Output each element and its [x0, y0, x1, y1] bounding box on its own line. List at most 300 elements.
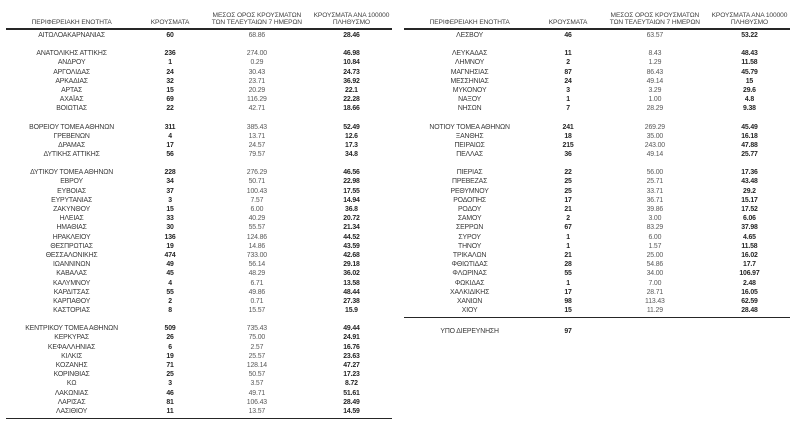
cases-per-100k-cell: 15.9	[345, 307, 358, 315]
cases-cell: 19	[166, 242, 174, 250]
table-row	[6, 214, 392, 223]
col-header-per100k-line1: ΚΡΟΥΣΜΑΤΑ ΑΝΑ 100000	[313, 11, 390, 19]
table-row	[6, 205, 392, 214]
row-group	[404, 31, 790, 40]
cases-per-100k-cell: 36.92	[343, 77, 360, 85]
region-name-cell: ΚΑΣΤΟΡΙΑΣ	[53, 307, 91, 315]
cases-per-100k-cell: 11.58	[741, 242, 758, 250]
cases-per-100k-cell: 17.52	[741, 206, 758, 213]
table-row	[404, 58, 790, 67]
region-name-cell: ΧΙΟΥ	[461, 307, 478, 315]
region-name-cell: ΕΥΡΥΤΑΝΙΑΣ	[51, 196, 93, 204]
row-group	[6, 324, 392, 416]
row-group	[6, 123, 392, 160]
cases-per-100k-cell: 36.8	[345, 206, 358, 213]
region-name-cell: ΑΙΤΩΛΟΑΚΑΡΝΑΝΙΑΣ	[38, 32, 105, 39]
region-name-cell: ΔΥΤΙΚΟΥ ΤΟΜΕΑ ΑΘΗΝΩΝ	[30, 169, 114, 177]
cases-per-100k-cell: 46.56	[343, 169, 360, 177]
row-group	[6, 31, 392, 40]
region-name-cell: ΚΑΡΔΙΤΣΑΣ	[53, 288, 90, 296]
cases-cell: 60	[166, 32, 174, 39]
table-row	[6, 223, 392, 232]
cases-per-100k-cell: 16.02	[741, 251, 758, 259]
table-row	[6, 68, 392, 77]
cases-per-100k-cell: 28.46	[343, 32, 360, 39]
table-footer	[404, 327, 790, 336]
table-row	[6, 251, 392, 260]
table-row	[404, 288, 790, 297]
region-name-cell: ΜΥΚΟΝΟΥ	[452, 86, 487, 94]
table-row	[6, 187, 392, 196]
cases-per-100k-cell: 29.2	[743, 187, 756, 195]
table-row	[404, 68, 790, 77]
cases-cell: 1	[168, 59, 172, 67]
col-header-per100k-line2: ΠΛΗΘΥΣΜΟ	[730, 19, 769, 27]
table-row	[6, 379, 392, 388]
cases-per-100k-cell: 49.44	[343, 325, 360, 333]
cases-per-100k-cell: 6.06	[743, 215, 756, 223]
table-row	[6, 233, 392, 242]
cases-per-100k-cell: 46.98	[343, 50, 360, 58]
table-row	[6, 150, 392, 159]
table-row	[404, 242, 790, 251]
avg-7day-cell: 79.57	[248, 151, 266, 159]
col-header-cases: ΚΡΟΥΣΜΑΤΑ	[150, 19, 190, 27]
table-row	[6, 297, 392, 306]
table-row	[6, 58, 392, 67]
cases-per-100k-cell: 47.88	[741, 141, 758, 149]
region-name-cell: ΚΙΛΚΙΣ	[61, 352, 83, 360]
row-group	[404, 327, 790, 336]
col-header-cases: ΚΡΟΥΣΜΑΤΑ	[548, 19, 588, 27]
avg-7day-cell: 8.43	[648, 50, 662, 58]
cases-cell: 45	[166, 270, 174, 278]
avg-7day-cell: 274.00	[246, 50, 267, 58]
cases-per-100k-cell: 16.76	[343, 343, 360, 351]
cases-cell: 18	[564, 132, 572, 140]
cases-cell: 228	[164, 169, 176, 177]
region-name-cell: ΛΑΚΩΝΙΑΣ	[54, 389, 89, 397]
region-name-cell: ΛΑΣΙΘΙΟΥ	[56, 407, 88, 415]
table-row	[404, 150, 790, 159]
avg-7day-cell: 20.29	[248, 86, 266, 94]
region-name-cell: ΣΥΡΟΥ	[458, 233, 481, 241]
region-name-cell: ΡΕΘΥΜΝΟΥ	[450, 187, 489, 195]
cases-per-100k-cell: 29.6	[743, 86, 756, 94]
region-name-cell: ΑΡΓΟΛΙΔΑΣ	[53, 68, 91, 76]
cases-cell: 15	[166, 206, 174, 213]
region-name-cell: ΚΩ	[66, 380, 77, 388]
cases-per-100k-cell: 2.48	[743, 279, 756, 287]
cases-cell: 25	[564, 178, 572, 186]
region-name-cell: ΣΑΜΟΥ	[457, 215, 482, 223]
avg-7day-cell: 735.43	[246, 325, 267, 333]
table-row	[6, 407, 392, 416]
avg-7day-cell: 6.00	[250, 206, 264, 213]
region-name-cell: ΛΑΡΙΣΑΣ	[57, 398, 86, 406]
cases-per-100k-cell: 17.55	[343, 187, 360, 195]
cases-cell: 3	[168, 196, 172, 204]
table-row	[404, 223, 790, 232]
avg-7day-cell: 6.00	[648, 233, 662, 241]
col-header-per100k-line1: ΚΡΟΥΣΜΑΤΑ ΑΝΑ 100000	[711, 11, 788, 19]
region-name-cell: ΘΕΣΠΡΩΤΙΑΣ	[50, 242, 93, 250]
avg-7day-cell: 1.00	[648, 96, 662, 104]
table-row	[404, 279, 790, 288]
cases-per-100k-cell: 53.22	[741, 32, 758, 39]
region-name-cell: ΠΕΛΛΑΣ	[456, 151, 483, 159]
region-name-cell: ΝΗΣΩΝ	[457, 105, 482, 113]
avg-7day-cell: 56.00	[646, 169, 664, 177]
cases-per-100k-cell: 14.94	[343, 196, 360, 204]
cases-cell: 19	[166, 352, 174, 360]
avg-7day-cell: 13.71	[248, 132, 266, 140]
avg-7day-cell: 55.57	[248, 224, 266, 232]
cases-cell: 1	[566, 233, 570, 241]
table-row	[404, 233, 790, 242]
row-group	[6, 168, 392, 315]
col-header-avg7-line2: ΤΩΝ ΤΕΛΕΥΤΑΙΩΝ 7 ΗΜΕΡΩΝ	[609, 19, 700, 27]
cases-cell: 509	[164, 325, 176, 333]
cases-per-100k-cell: 14.59	[343, 407, 360, 415]
avg-7day-cell: 13.57	[248, 407, 266, 415]
table-row	[6, 279, 392, 288]
table-row	[6, 177, 392, 186]
cases-cell: 55	[564, 270, 572, 278]
table-row	[6, 49, 392, 58]
cases-per-100k-cell: 51.61	[343, 389, 360, 397]
table-row	[404, 132, 790, 141]
cases-cell: 71	[166, 362, 174, 369]
cases-cell: 25	[564, 187, 572, 195]
row-group	[404, 123, 790, 160]
table-row	[6, 86, 392, 95]
table-row	[6, 361, 392, 370]
avg-7day-cell: 0.71	[250, 297, 264, 305]
table-row	[6, 269, 392, 278]
region-name-cell: ΧΑΝΙΩΝ	[456, 297, 483, 305]
region-name-cell: ΡΟΔΟΥ	[457, 206, 482, 213]
avg-7day-cell: 14.86	[248, 242, 266, 250]
cases-per-100k-cell: 22.98	[343, 178, 360, 186]
region-name-cell: ΛΕΣΒΟΥ	[456, 32, 484, 39]
regional-cases-table-left	[6, 4, 392, 419]
region-name-cell: ΦΩΚΙΔΑΣ	[454, 279, 485, 287]
cases-per-100k-cell: 36.02	[343, 270, 360, 278]
cases-cell: 6	[168, 343, 172, 351]
table-row	[6, 306, 392, 315]
avg-7day-cell: 733.00	[246, 251, 267, 259]
cases-per-100k-cell: 17.3	[345, 141, 358, 149]
cases-cell: 24	[564, 77, 572, 85]
table-row	[6, 168, 392, 177]
avg-7day-cell: 54.86	[646, 261, 664, 269]
avg-7day-cell: 63.57	[646, 32, 664, 39]
cases-per-100k-cell: 16.05	[741, 288, 758, 296]
region-name-cell: ΥΠΟ ΔΙΕΡΕΥΝΗΣΗ	[440, 328, 499, 336]
avg-7day-cell: 25.00	[646, 251, 664, 259]
table-header	[6, 4, 392, 30]
region-name-cell: ΛΕΥΚΑΔΑΣ	[451, 50, 488, 58]
cases-per-100k-cell: 28.49	[343, 398, 360, 406]
cases-per-100k-cell: 52.49	[343, 123, 360, 131]
region-name-cell: ΧΑΛΚΙΔΙΚΗΣ	[450, 288, 490, 296]
region-name-cell: ΜΕΣΣΗΝΙΑΣ	[450, 77, 489, 85]
cases-per-100k-cell: 16.18	[741, 132, 758, 140]
region-name-cell: ΚΟΖΑΝΗΣ	[55, 362, 88, 369]
cases-per-100k-cell: 28.48	[741, 307, 758, 315]
cases-cell: 1	[566, 242, 570, 250]
avg-7day-cell: 100.43	[246, 187, 267, 195]
table-row	[6, 95, 392, 104]
region-name-cell: ΔΥΤΙΚΗΣ ΑΤΤΙΚΗΣ	[43, 151, 100, 159]
cases-cell: 33	[166, 215, 174, 223]
region-name-cell: ΕΒΡΟΥ	[60, 178, 83, 186]
cases-cell: 87	[564, 68, 572, 76]
cases-per-100k-cell: 24.91	[343, 334, 360, 342]
cases-cell: 49	[166, 261, 174, 269]
cases-cell: 3	[566, 86, 570, 94]
avg-7day-cell: 35.00	[646, 132, 664, 140]
table-row	[404, 95, 790, 104]
avg-7day-cell: 11.29	[646, 307, 663, 315]
region-name-cell: ΙΩΑΝΝΙΝΩΝ	[52, 261, 91, 269]
cases-cell: 26	[166, 334, 174, 342]
cases-per-100k-cell: 13.58	[343, 279, 360, 287]
region-name-cell: ΚΑΒΑΛΑΣ	[56, 270, 88, 278]
row-group	[404, 49, 790, 113]
cases-per-100k-cell: 11.58	[741, 59, 758, 67]
row-group	[404, 168, 790, 315]
table-row	[6, 288, 392, 297]
avg-7day-cell: 7.57	[250, 196, 264, 204]
table-row	[404, 187, 790, 196]
cases-cell: 56	[166, 151, 174, 159]
avg-7day-cell: 276.29	[246, 169, 267, 177]
cases-cell: 17	[166, 141, 174, 149]
table-row	[6, 333, 392, 342]
col-header-avg7-line2: ΤΩΝ ΤΕΛΕΥΤΑΙΩΝ 7 ΗΜΕΡΩΝ	[211, 19, 302, 27]
cases-per-100k-cell: 9.38	[743, 105, 756, 113]
cases-cell: 98	[564, 297, 572, 305]
avg-7day-cell: 28.29	[646, 105, 664, 113]
region-name-cell: ΕΥΒΟΙΑΣ	[57, 187, 87, 195]
region-name-cell: ΗΜΑΘΙΑΣ	[56, 224, 87, 232]
avg-7day-cell: 124.86	[246, 233, 267, 241]
cases-cell: 55	[166, 288, 174, 296]
cases-per-100k-cell: 4.8	[744, 96, 755, 104]
cases-cell: 28	[564, 261, 572, 269]
cases-per-100k-cell: 106.97	[739, 270, 760, 278]
cases-cell: 1	[566, 96, 570, 104]
avg-7day-cell: 2.57	[250, 343, 264, 351]
col-header-per100k-line2: ΠΛΗΘΥΣΜΟ	[332, 19, 371, 27]
table-body	[6, 31, 392, 419]
table-row	[6, 31, 392, 40]
table-row	[6, 398, 392, 407]
region-name-cell: ΛΗΜΝΟΥ	[455, 59, 485, 67]
cases-per-100k-cell: 44.52	[343, 233, 360, 241]
cases-cell: 2	[168, 297, 172, 305]
cases-cell: 215	[562, 141, 574, 149]
cases-cell: 311	[164, 123, 176, 131]
col-header-per100k	[311, 12, 392, 27]
cases-per-100k-cell: 17.23	[343, 371, 360, 379]
region-name-cell: ΚΕΡΚΥΡΑΣ	[54, 334, 89, 342]
cases-per-100k-cell: 62.59	[741, 297, 758, 305]
avg-7day-cell: 68.86	[248, 32, 266, 39]
avg-7day-cell: 56.14	[248, 261, 266, 269]
table-row	[404, 49, 790, 58]
table-row	[6, 104, 392, 113]
cases-per-100k-cell: 43.48	[741, 178, 758, 186]
cases-per-100k-cell: 27.38	[343, 297, 360, 305]
avg-7day-cell: 49.14	[646, 151, 664, 159]
table-row	[6, 123, 392, 132]
cases-per-100k-cell: 42.68	[343, 251, 360, 259]
table-row	[6, 343, 392, 352]
cases-cell: 11	[564, 50, 572, 58]
cases-cell: 25	[166, 371, 174, 379]
region-name-cell: ΑΝΔΡΟΥ	[57, 59, 86, 67]
avg-7day-cell: 6.71	[250, 279, 264, 287]
avg-7day-cell: 7.00	[648, 279, 662, 287]
region-name-cell: ΦΛΩΡΙΝΑΣ	[452, 270, 487, 278]
cases-per-100k-cell: 37.98	[741, 224, 758, 232]
cases-per-100k-cell: 23.63	[343, 352, 360, 360]
cases-cell: 21	[564, 251, 572, 259]
col-header-avg7-line1: ΜΕΣΟΣ ΟΡΟΣ ΚΡΟΥΣΜΑΤΩΝ	[610, 11, 700, 19]
cases-cell: 32	[166, 77, 174, 85]
cases-cell: 7	[566, 105, 570, 113]
avg-7day-cell: 15.57	[248, 307, 266, 315]
cases-per-100k-cell: 10.84	[343, 59, 360, 67]
region-name-cell: ΣΕΡΡΩΝ	[455, 224, 484, 232]
table-row	[404, 205, 790, 214]
table-row	[404, 196, 790, 205]
table-row	[404, 177, 790, 186]
table-row	[404, 141, 790, 150]
region-name-cell: ΚΟΡΙΝΘΙΑΣ	[53, 371, 90, 379]
table-row	[6, 132, 392, 141]
region-name-cell: ΠΡΕΒΕΖΑΣ	[452, 178, 488, 186]
table-row	[404, 86, 790, 95]
avg-7day-cell: 50.71	[248, 178, 266, 186]
cases-cell: 97	[564, 328, 572, 336]
region-name-cell: ΔΡΑΜΑΣ	[58, 141, 86, 149]
region-name-cell: ΚΕΦΑΛΛΗΝΙΑΣ	[47, 343, 96, 351]
table-header	[404, 4, 790, 30]
col-header-avg7-line1: ΜΕΣΟΣ ΟΡΟΣ ΚΡΟΥΣΜΑΤΩΝ	[212, 11, 302, 19]
avg-7day-cell: 49.14	[646, 77, 664, 85]
table-row	[6, 260, 392, 269]
cases-per-100k-cell: 15	[745, 77, 754, 85]
region-name-cell: ΤΗΝΟΥ	[458, 242, 482, 250]
table-row	[404, 327, 790, 336]
cases-per-100k-cell: 17.36	[741, 169, 758, 177]
cases-cell: 15	[564, 307, 572, 315]
region-name-cell: ΗΛΕΙΑΣ	[59, 215, 84, 223]
regional-cases-table-right	[404, 4, 790, 336]
cases-per-100k-cell: 22.1	[345, 86, 358, 94]
table-row	[404, 297, 790, 306]
avg-7day-cell: 75.00	[248, 334, 266, 342]
cases-cell: 236	[164, 50, 176, 58]
avg-7day-cell: 36.71	[646, 196, 664, 204]
cases-per-100k-cell: 43.59	[343, 242, 360, 250]
region-name-cell: ΚΑΡΠΑΘΟΥ	[53, 297, 91, 305]
avg-7day-cell: 25.71	[646, 178, 664, 186]
cases-per-100k-cell: 15.17	[741, 196, 758, 204]
table-row	[404, 269, 790, 278]
region-name-cell: ΜΑΓΝΗΣΙΑΣ	[450, 68, 489, 76]
region-name-cell: ΗΡΑΚΛΕΙΟΥ	[52, 233, 91, 241]
avg-7day-cell: 3.57	[250, 380, 264, 388]
col-header-avg7	[203, 12, 311, 27]
avg-7day-cell: 128.14	[246, 362, 267, 369]
table-row	[404, 306, 790, 315]
cases-per-100k-cell: 47.27	[343, 362, 360, 369]
table-row	[404, 77, 790, 86]
cases-cell: 22	[564, 169, 572, 177]
region-name-cell: ΖΑΚΥΝΘΟΥ	[53, 206, 91, 213]
avg-7day-cell: 50.57	[248, 371, 266, 379]
table-row	[6, 196, 392, 205]
cases-cell: 46	[564, 32, 572, 39]
region-name-cell: ΑΡΚΑΔΙΑΣ	[55, 77, 88, 85]
cases-cell: 21	[564, 206, 572, 213]
table-row	[6, 77, 392, 86]
cases-cell: 17	[564, 288, 572, 296]
table-row	[404, 251, 790, 260]
avg-7day-cell: 49.86	[248, 288, 266, 296]
region-name-cell: ΝΟΤΙΟΥ ΤΟΜΕΑ ΑΘΗΝΩΝ	[429, 123, 510, 131]
cases-cell: 69	[166, 96, 174, 104]
table-row	[6, 141, 392, 150]
cases-cell: 17	[564, 196, 572, 204]
cases-per-100k-cell: 25.77	[741, 151, 758, 159]
cases-cell: 4	[168, 132, 172, 140]
cases-per-100k-cell: 34.8	[345, 151, 358, 159]
table-row	[6, 352, 392, 361]
avg-7day-cell: 116.29	[247, 96, 267, 104]
cases-cell: 22	[166, 105, 174, 113]
avg-7day-cell: 269.29	[644, 123, 665, 131]
cases-per-100k-cell: 4.65	[743, 233, 756, 241]
cases-cell: 24	[166, 68, 174, 76]
region-name-cell: ΓΡΕΒΕΝΩΝ	[53, 132, 90, 140]
region-name-cell: ΘΕΣΣΑΛΟΝΙΚΗΣ	[45, 251, 98, 259]
cases-per-100k-cell: 20.72	[343, 215, 360, 223]
avg-7day-cell: 30.43	[248, 68, 266, 76]
cases-per-100k-cell: 45.49	[741, 123, 758, 131]
avg-7day-cell: 25.57	[248, 352, 266, 360]
cases-cell: 34	[166, 178, 174, 186]
table-row	[6, 324, 392, 333]
col-header-region: ΠΕΡΙΦΕΡΕΙΑΚΗ ΕΝΟΤΗΤΑ	[31, 19, 112, 27]
avg-7day-cell: 113.43	[645, 297, 665, 305]
row-group	[6, 49, 392, 113]
region-name-cell: ΤΡΙΚΑΛΩΝ	[452, 251, 487, 259]
avg-7day-cell: 48.29	[248, 270, 266, 278]
col-header-region: ΠΕΡΙΦΕΡΕΙΑΚΗ ΕΝΟΤΗΤΑ	[429, 19, 510, 27]
table-row	[404, 168, 790, 177]
cases-cell: 474	[164, 251, 176, 259]
cases-cell: 2	[566, 59, 570, 67]
cases-cell: 1	[566, 279, 570, 287]
cases-cell: 81	[166, 398, 174, 406]
cases-per-100k-cell: 24.73	[343, 68, 360, 76]
